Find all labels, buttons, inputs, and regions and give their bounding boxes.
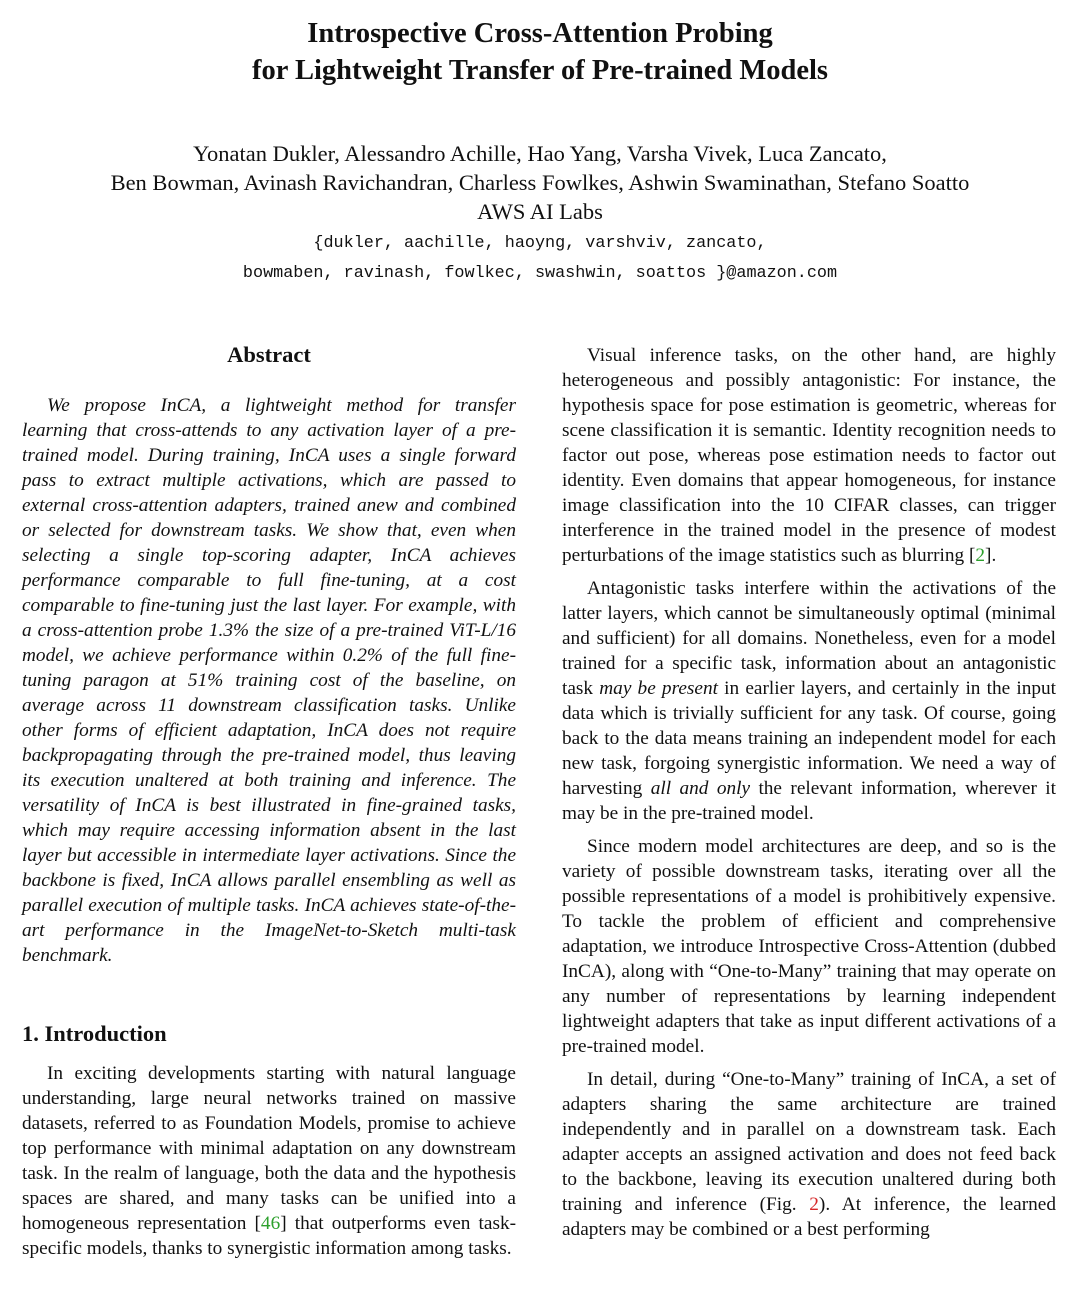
email-block	[0, 229, 1080, 289]
emphasis-may-be-present: may be present	[599, 678, 718, 699]
title-line-2: for Lightweight Transfer of Pre-trained Models	[252, 55, 828, 86]
email-line-2: bowmaben, ravinash, fowlkec, swashwin, soattos }@amazon.com	[242, 264, 838, 283]
emphasis-all-and-only: all and only	[650, 778, 751, 799]
right-p1-text-a: Visual inference tasks, on the other hand, are highly heterogeneous and possibly antagonistic: For instance, the hypothesis space for pose estimation is geometric, whereas for scene classification it is semantic. Identity recognition needs to factor out pose, whereas pose estimation needs to factor out identity. Even domains that appear homogeneous, for instance image classification into the 10 CIFAR classes, can trigger interference in the trained model in the presence of modest perturbations of the image statistics such as blurring [	[562, 345, 1056, 566]
intro-paragraph-1	[22, 1061, 516, 1261]
right-paragraph-3: Since modern model architectures are deep, and so is the variety of possible downstream tasks, iterating over all the possible representations of a model is prohibitively expensive. To tackle the problem of efficient and comprehensive adaptation, we introduce Introspective Cross-Attention (dubbed InCA), along with “One-to-Many” training that may operate on any number of representations by learning independent lightweight adapters that take as input different activations of a pre-trained model.	[562, 836, 1056, 1057]
citation-link[interactable]: 2	[975, 545, 986, 566]
intro-p1-text-a: In exciting developments starting with natural language understanding, large neural networks trained on massive datasets, referred to as Foundation Models, promise to achieve top performance with minimal adaptation on any downstream task. In the realm of language, both the data and the hypothesis spaces are shared, and many tasks can be unified into a homogeneous representation [	[22, 1063, 516, 1234]
right-p2-text-a: Antagonistic tasks interfere within the activations of the latter layers, which cannot be simultaneously optimal (minimal and sufficient) for all domains. Nonetheless, even for a model trained for a specific task, information about an antagonistic task	[562, 578, 1056, 699]
affiliation: AWS AI Labs	[477, 199, 603, 224]
right-p2-text-b: in earlier layers, and certainly in the input data which is trivially sufficient for any task. Of course, going back to the data means training an independent model for each new task, forgoing synergistic information. We need a way of harvesting	[562, 678, 1056, 799]
abstract-text: We propose InCA, a lightweight method for transfer learning that cross-attends to any activation layer of a pre-trained model. During training, InCA uses a single forward pass to extract multiple activations, which are passed to external cross-attention adapters, trained anew and combined or selected for downstream tasks. We show that, even when selecting a single top-scoring adapter, InCA achieves performance comparable to full fine-tuning, at a cost comparable to fine-tuning just the last layer. For example, with a cross-attention probe 1.3% the size of a pre-trained ViT-L/16 model, we achieve performance within 0.2% of the full fine-tuning paragon at 51% training cost of the baseline, on average across 11 downstream classification tasks. Unlike other forms of efficient adaptation, InCA does not require backpropagating through the pre-trained model, thus leaving its execution unaltered at both training and inference. The versatility of InCA is best illustrated in fine-grained tasks, which may require accessing information absent in the last layer but accessible in intermediate layer activations. Since the backbone is fixed, InCA allows parallel ensembling as well as parallel execution of multiple tasks. InCA achieves state-of-the-art performance in the ImageNet-to-Sketch multi-task benchmark.	[22, 395, 516, 966]
title-line-1: Introspective Cross-Attention Probing	[307, 18, 773, 49]
abstract-heading: Abstract	[227, 342, 311, 367]
left-column	[22, 340, 516, 1261]
citation-link[interactable]: 46	[260, 1213, 281, 1234]
paper-title	[0, 15, 1080, 89]
author-block	[0, 139, 1080, 226]
email-line-1: {dukler, aachille, haoyng, varshviv, zancato,	[313, 234, 767, 253]
right-paragraph-2	[562, 576, 1056, 826]
right-paragraph-4	[562, 1067, 1056, 1242]
figure-reference-link[interactable]: 2	[809, 1194, 819, 1215]
right-p4-text-a: In detail, during “One-to-Many” training of InCA, a set of adapters sharing the same architecture are trained independently and in parallel on a downstream task. Each adapter accepts an assigned activation and does not feed back to the backbone, leaving its execution unaltered during both training and inference (Fig.	[562, 1069, 1056, 1215]
right-p2-text-c: the relevant information, wherever it may be in the pre-trained model.	[562, 778, 1056, 824]
right-p4-text-b: ). At inference, the learned adapters may be combined or a best performing	[562, 1194, 1056, 1240]
introduction-heading: 1. Introduction	[22, 1021, 167, 1046]
intro-p1-text-b: ] that outperforms even task-specific models, thanks to synergistic information among tasks.	[22, 1213, 517, 1259]
right-column	[562, 343, 1056, 1242]
authors-line-1: Yonatan Dukler, Alessandro Achille, Hao Yang, Varsha Vivek, Luca Zancato,	[193, 141, 887, 166]
right-p1-text-b: ].	[985, 545, 997, 566]
right-paragraph-1	[562, 343, 1056, 568]
authors-line-2: Ben Bowman, Avinash Ravichandran, Charless Fowlkes, Ashwin Swaminathan, Stefano Soatto	[110, 170, 970, 195]
